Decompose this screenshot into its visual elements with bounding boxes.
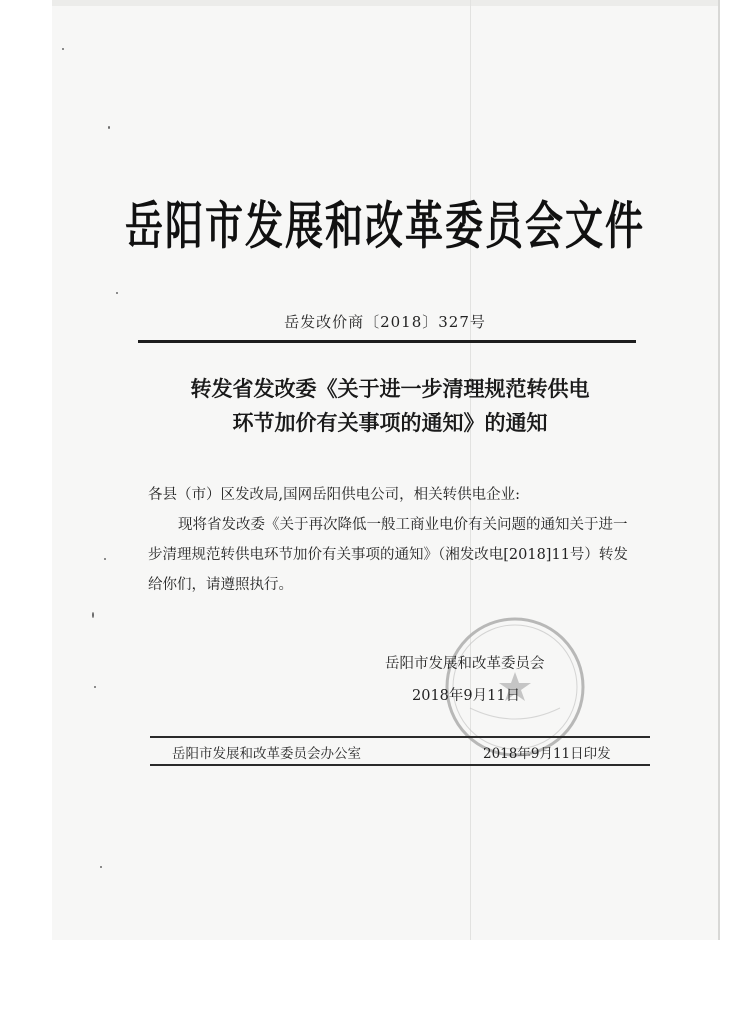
- issuer-title: 岳阳市发展和改革委员会文件: [124, 196, 645, 256]
- body-paragraph: 现将省发改委《关于再次降低一般工商业电价有关问题的通知关于进一步清理规范转供电环节加价有关事项的通知》（湘发改电[2018]11号）转发给你们，请遵照执行。: [148, 517, 628, 593]
- footer-issuing-office: 岳阳市发展和改革委员会办公室: [172, 746, 361, 762]
- scan-speck: [104, 558, 106, 560]
- scan-speck: [108, 126, 110, 129]
- header-rule: [138, 340, 636, 343]
- document-body: [148, 480, 638, 600]
- scanned-sheet: [52, 0, 720, 940]
- recipients-line: 各县（市）区发改局,国网岳阳供电公司，相关转供电企业:: [148, 487, 520, 503]
- sheet-top-edge: [52, 0, 720, 6]
- subject-line-1: 转发省发改委《关于进一步清理规范转供电: [190, 377, 590, 401]
- footer-rule-top: [150, 736, 650, 738]
- footer-print-date: 2018年9月11日印发: [483, 746, 611, 762]
- document-number: 岳发改价商〔2018〕327号: [284, 313, 486, 331]
- sheet-right-edge: [718, 0, 720, 940]
- scan-speck: [62, 48, 64, 50]
- document-subject: [130, 372, 650, 440]
- signature-date: 2018年9月11日: [412, 688, 521, 704]
- scan-speck: [92, 612, 94, 618]
- scan-speck: [116, 292, 118, 294]
- subject-line-2: 环节加价有关事项的通知》的通知: [232, 411, 548, 435]
- scan-speck: [94, 686, 96, 688]
- footer-rule-bottom: [150, 764, 650, 766]
- fold-line: [470, 0, 471, 940]
- scan-speck: [100, 866, 102, 868]
- signature-organization: 岳阳市发展和改革委员会: [385, 656, 545, 672]
